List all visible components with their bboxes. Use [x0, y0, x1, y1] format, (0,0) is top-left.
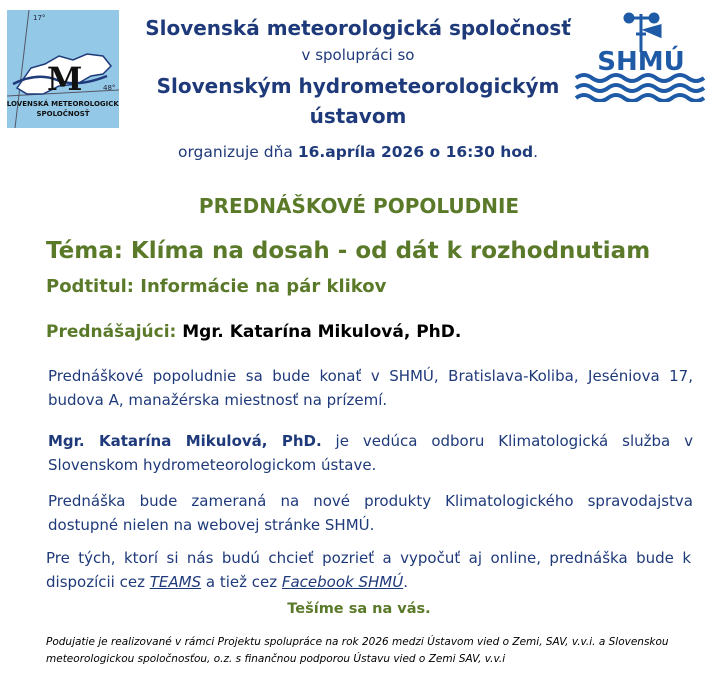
- sms-tick-top: 17°: [33, 14, 46, 22]
- speaker-label: Prednášajúci:: [46, 322, 183, 342]
- online-text-c: .: [403, 573, 408, 591]
- sms-logo-line2: SPOLOČNOSŤ: [36, 110, 90, 118]
- sms-mark: M: [47, 60, 83, 98]
- event-topic: Téma: Klíma na dosah - od dát k rozhodnutiam: [46, 238, 651, 264]
- header-line4: ústavom: [309, 104, 407, 128]
- topic-paragraph: Prednáška bude zameraná na nové produkty Klimatologického spravodajstva dostupné nielen na webovej stránke SHMÚ.: [48, 492, 693, 534]
- venue-paragraph: Prednáškové popoludnie sa bude konať v SHMÚ, Bratislava-Koliba, Jeséniova 17, budova A, manažérska miestnosť na prízemí.: [48, 367, 693, 409]
- closing-line: Tešíme sa na vás.: [287, 601, 431, 617]
- header-line1: Slovenská meteorologická spoločnosť: [145, 16, 571, 40]
- speaker-paragraph-name: Mgr. Katarína Mikulová, PhD.: [48, 432, 322, 450]
- facebook-link[interactable]: Facebook SHMÚ: [281, 573, 404, 591]
- header-line3: Slovenským hydrometeorologickým: [156, 74, 560, 98]
- event-subtitle: Podtitul: Informácie na pár klikov: [46, 276, 387, 297]
- speaker-paragraph: [48, 429, 693, 477]
- sms-logo: [7, 10, 119, 128]
- online-text-a: Pre tých, ktorí si nás budú chcieť pozrieť a vypočuť aj online, prednáška bude k dispozícii cez: [46, 549, 691, 591]
- org-suffix: .: [533, 143, 539, 161]
- shmu-logo-text: SHMÚ: [597, 47, 685, 77]
- event-date: 16.apríla 2026 o 16:30 hod: [297, 143, 534, 161]
- teams-link[interactable]: TEAMS: [149, 573, 202, 591]
- speaker-name: Mgr. Katarína Mikulová, PhD.: [182, 322, 462, 342]
- speaker-line: [46, 322, 461, 342]
- online-paragraph: [46, 546, 691, 594]
- speaker-paragraph-rest: je vedúca odboru Klimatologická služba v Slovenskom hydrometeorologickom ústave.: [48, 432, 693, 474]
- footer-note: Podujatie je realizované v rámci Projektu spolupráce na rok 2026 medzi Ústavom vied o Zemi, SAV, v.v.i. a Slovenskou meteorologickou spoločnosťou, o.z. s finančnou podporou Ústavu vied o Zemi SAV, v.v.i: [46, 636, 669, 665]
- sms-logo-line1: SLOVENSKÁ METEOROLOGICKÁ: [7, 100, 119, 108]
- header-line2: v spolupráci so: [301, 46, 415, 64]
- org-prefix: organizuje dňa: [177, 143, 298, 161]
- organizes-line: [120, 143, 596, 161]
- sms-tick-right: 48°: [103, 84, 116, 92]
- online-text-b: a tiež cez: [201, 573, 282, 591]
- event-type-title: PREDNÁŠKOVÉ POPOLUDNIE: [198, 194, 520, 218]
